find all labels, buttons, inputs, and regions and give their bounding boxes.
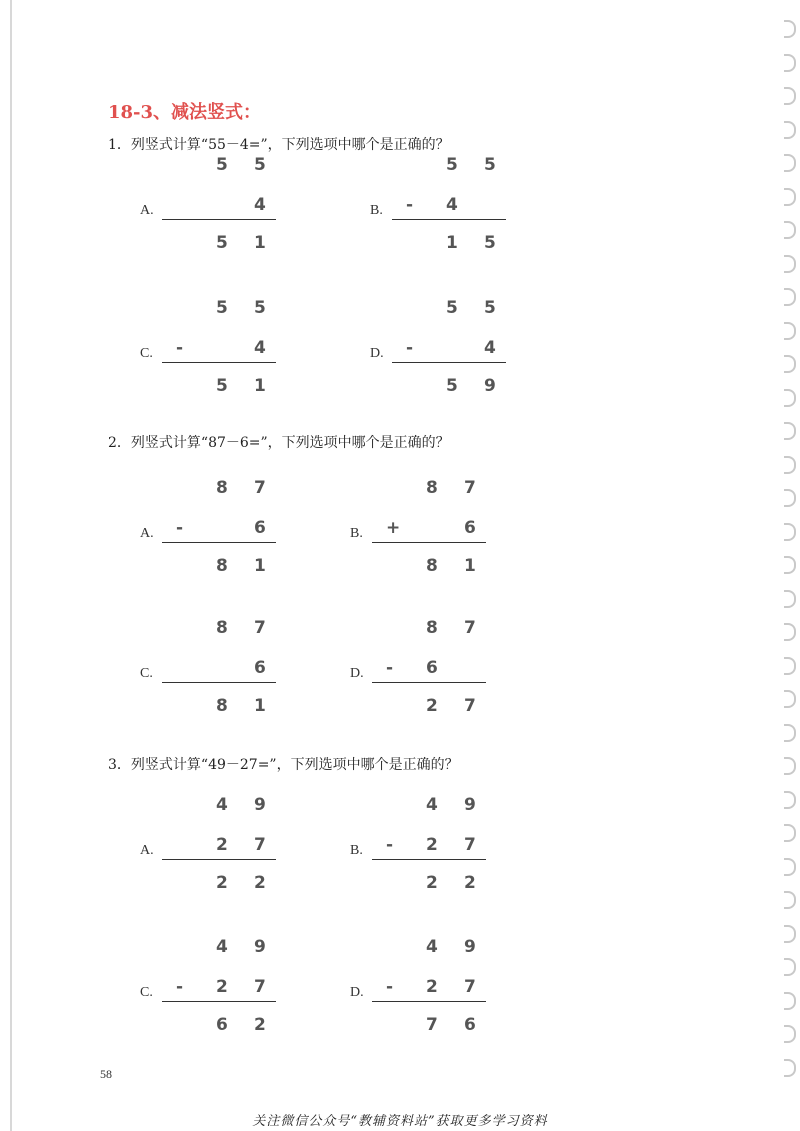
spiral-binding (778, 20, 800, 1100)
binding-ring (784, 322, 796, 340)
result-ones-digit: 1 (254, 233, 266, 253)
option-label: D. (370, 346, 384, 361)
minuend-ones-digit: 7 (464, 618, 476, 638)
result-tens-digit: 2 (216, 873, 228, 893)
operator-sign: - (406, 338, 414, 358)
answer-line (162, 542, 276, 543)
binding-ring (784, 1025, 796, 1043)
operator-sign: + (386, 518, 401, 538)
subtrahend-ones-digit: 7 (254, 835, 266, 855)
binding-ring (784, 422, 796, 440)
answer-line (162, 1001, 276, 1002)
binding-ring (784, 87, 796, 105)
binding-ring (784, 255, 796, 273)
answer-line (372, 859, 486, 860)
operator-sign: - (386, 835, 394, 855)
binding-ring (784, 556, 796, 574)
minuend-ones-digit: 7 (254, 618, 266, 638)
binding-ring (784, 824, 796, 842)
result-tens-digit: 5 (216, 233, 228, 253)
minuend-tens-digit: 8 (216, 478, 228, 498)
subtrahend-tens-digit: 2 (216, 835, 228, 855)
operator-sign: - (176, 338, 184, 358)
answer-line (392, 219, 506, 220)
subtrahend-ones-digit: 7 (254, 977, 266, 997)
binding-ring (784, 54, 796, 72)
q3-option-b[interactable] (350, 795, 570, 905)
binding-ring (784, 456, 796, 474)
option-label: D. (350, 985, 364, 1000)
q3-option-c[interactable] (140, 937, 360, 1047)
section-title: 18-3、减法竖式： (108, 102, 262, 123)
answer-line (162, 219, 276, 220)
binding-ring (784, 355, 796, 373)
result-tens-digit: 8 (216, 696, 228, 716)
minuend-ones-digit: 5 (254, 298, 266, 318)
result-ones-digit: 1 (254, 376, 266, 396)
answer-line (372, 542, 486, 543)
option-label: B. (370, 203, 383, 218)
binding-ring (784, 657, 796, 675)
answer-line (392, 362, 506, 363)
minuend-ones-digit: 7 (464, 478, 476, 498)
binding-ring (784, 154, 796, 172)
q1-option-a[interactable] (140, 155, 360, 265)
minuend-ones-digit: 9 (464, 937, 476, 957)
option-label: A. (140, 843, 154, 858)
q2-option-a[interactable] (140, 478, 360, 588)
q2-option-d[interactable] (350, 618, 570, 728)
subtrahend-ones-digit: 6 (464, 518, 476, 538)
result-tens-digit: 1 (446, 233, 458, 253)
result-ones-digit: 5 (484, 233, 496, 253)
binding-ring (784, 121, 796, 139)
result-ones-digit: 1 (464, 556, 476, 576)
answer-line (372, 1001, 486, 1002)
binding-ring (784, 288, 796, 306)
minuend-tens-digit: 5 (446, 155, 458, 175)
option-label: A. (140, 203, 154, 218)
minuend-tens-digit: 5 (216, 155, 228, 175)
binding-ring (784, 1059, 796, 1077)
operator-sign: - (386, 977, 394, 997)
option-label: A. (140, 526, 154, 541)
binding-ring (784, 757, 796, 775)
minuend-ones-digit: 7 (254, 478, 266, 498)
minuend-tens-digit: 8 (216, 618, 228, 638)
result-tens-digit: 8 (426, 556, 438, 576)
subtrahend-tens-digit: 4 (446, 195, 458, 215)
footer-note: 关注微信公众号“教辅资料站”获取更多学习资料 (252, 1114, 548, 1129)
operator-sign: - (176, 518, 184, 538)
q3-option-a[interactable] (140, 795, 360, 905)
option-label: D. (350, 666, 364, 681)
subtrahend-ones-digit: 4 (254, 195, 266, 215)
subtrahend-ones-digit: 4 (254, 338, 266, 358)
result-ones-digit: 2 (464, 873, 476, 893)
minuend-tens-digit: 4 (426, 795, 438, 815)
minuend-tens-digit: 4 (216, 937, 228, 957)
minuend-tens-digit: 8 (426, 618, 438, 638)
subtrahend-ones-digit: 6 (254, 518, 266, 538)
subtrahend-tens-digit: 2 (426, 977, 438, 997)
q2-option-c[interactable] (140, 618, 360, 728)
result-ones-digit: 2 (254, 1015, 266, 1035)
operator-sign: - (386, 658, 394, 678)
operator-sign: - (406, 195, 414, 215)
q3-option-d[interactable] (350, 937, 570, 1047)
result-ones-digit: 1 (254, 556, 266, 576)
subtrahend-ones-digit: 7 (464, 977, 476, 997)
q1-option-d[interactable] (370, 298, 590, 408)
binding-ring (784, 523, 796, 541)
result-tens-digit: 8 (216, 556, 228, 576)
binding-ring (784, 489, 796, 507)
result-tens-digit: 2 (426, 696, 438, 716)
result-tens-digit: 7 (426, 1015, 438, 1035)
result-tens-digit: 2 (426, 873, 438, 893)
page-edge-line (10, 0, 12, 1131)
result-ones-digit: 7 (464, 696, 476, 716)
result-tens-digit: 6 (216, 1015, 228, 1035)
subtrahend-tens-digit: 6 (426, 658, 438, 678)
option-label: B. (350, 843, 363, 858)
option-label: C. (140, 666, 153, 681)
result-ones-digit: 1 (254, 696, 266, 716)
question-1-prompt: 1．列竖式计算“55－4=”，下列选项中哪个是正确的？ (108, 137, 450, 153)
result-ones-digit: 6 (464, 1015, 476, 1035)
binding-ring (784, 20, 796, 38)
result-ones-digit: 2 (254, 873, 266, 893)
minuend-ones-digit: 5 (484, 298, 496, 318)
binding-ring (784, 791, 796, 809)
result-ones-digit: 9 (484, 376, 496, 396)
answer-line (162, 682, 276, 683)
minuend-ones-digit: 9 (464, 795, 476, 815)
minuend-ones-digit: 5 (254, 155, 266, 175)
answer-line (162, 362, 276, 363)
binding-ring (784, 724, 796, 742)
answer-line (162, 859, 276, 860)
answer-line (372, 682, 486, 683)
binding-ring (784, 188, 796, 206)
operator-sign: - (176, 977, 184, 997)
option-label: C. (140, 985, 153, 1000)
result-tens-digit: 5 (446, 376, 458, 396)
minuend-tens-digit: 8 (426, 478, 438, 498)
option-label: C. (140, 346, 153, 361)
binding-ring (784, 221, 796, 239)
q1-option-c[interactable] (140, 298, 360, 408)
minuend-tens-digit: 5 (446, 298, 458, 318)
result-tens-digit: 5 (216, 376, 228, 396)
binding-ring (784, 690, 796, 708)
subtrahend-ones-digit: 7 (464, 835, 476, 855)
binding-ring (784, 925, 796, 943)
minuend-ones-digit: 5 (484, 155, 496, 175)
binding-ring (784, 891, 796, 909)
q2-option-b[interactable] (350, 478, 570, 588)
subtrahend-tens-digit: 2 (426, 835, 438, 855)
question-2-prompt: 2．列竖式计算“87－6=”，下列选项中哪个是正确的？ (108, 435, 450, 451)
binding-ring (784, 389, 796, 407)
page-number: 58 (100, 1067, 112, 1081)
binding-ring (784, 992, 796, 1010)
binding-ring (784, 958, 796, 976)
option-label: B. (350, 526, 363, 541)
minuend-tens-digit: 4 (426, 937, 438, 957)
subtrahend-tens-digit: 2 (216, 977, 228, 997)
subtrahend-ones-digit: 4 (484, 338, 496, 358)
minuend-tens-digit: 4 (216, 795, 228, 815)
minuend-ones-digit: 9 (254, 937, 266, 957)
binding-ring (784, 590, 796, 608)
binding-ring (784, 858, 796, 876)
binding-ring (784, 623, 796, 641)
subtrahend-ones-digit: 6 (254, 658, 266, 678)
minuend-tens-digit: 5 (216, 298, 228, 318)
minuend-ones-digit: 9 (254, 795, 266, 815)
q1-option-b[interactable] (370, 155, 590, 265)
question-3-prompt: 3．列竖式计算“49－27=”，下列选项中哪个是正确的？ (108, 757, 459, 773)
